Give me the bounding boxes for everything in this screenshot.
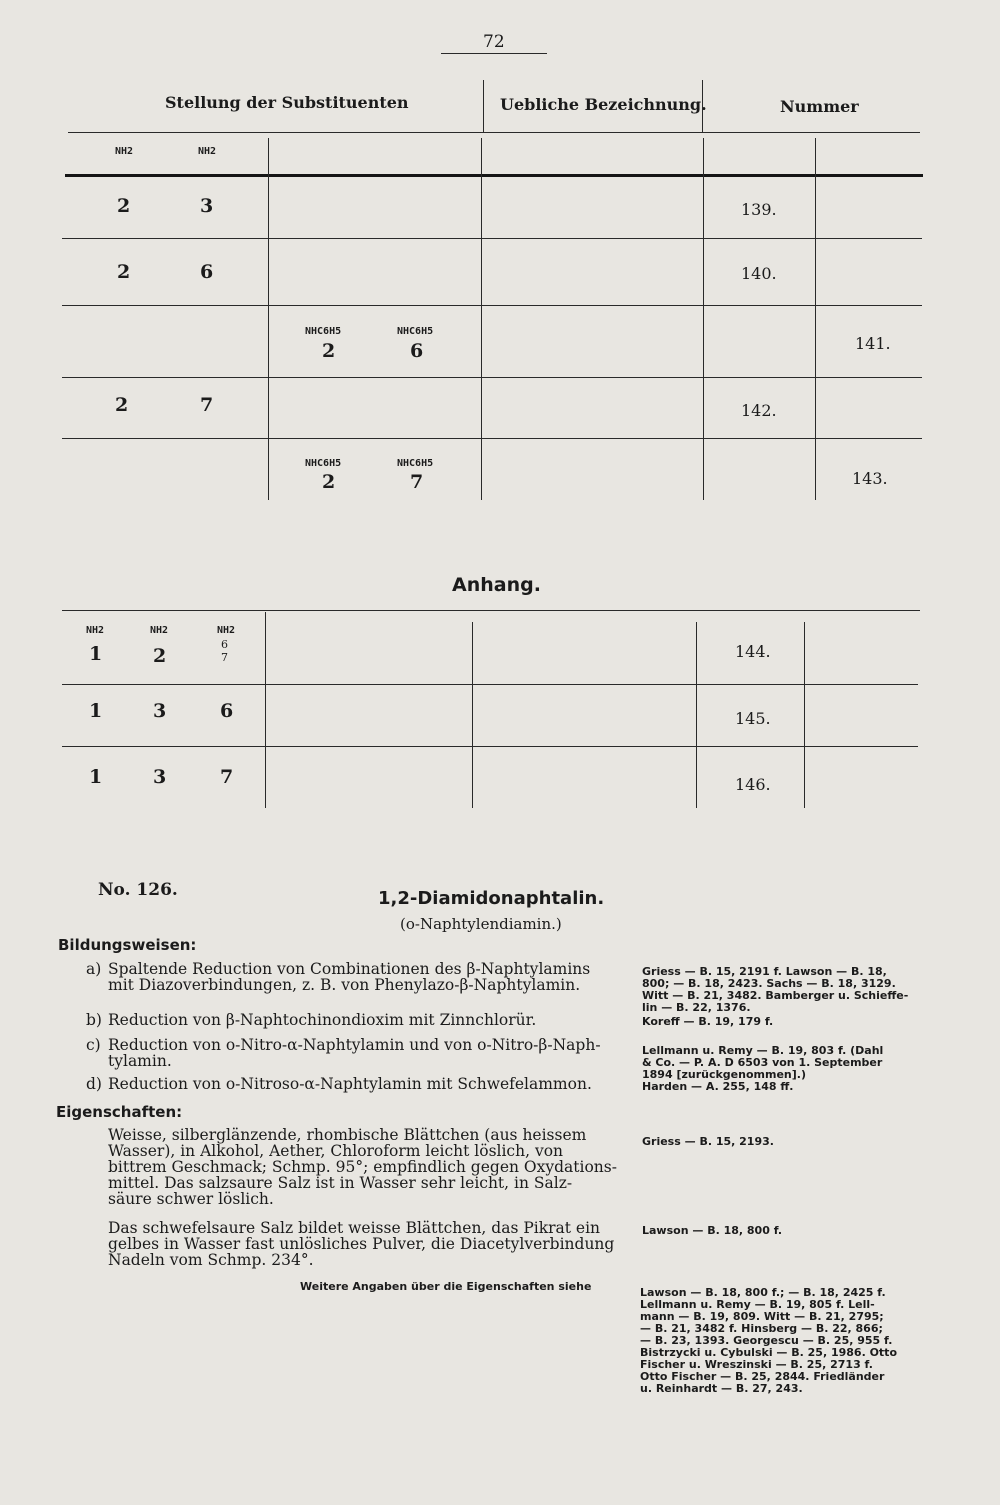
anhang-top-rule — [62, 610, 920, 611]
bildung-c-label: c) — [86, 1036, 101, 1054]
row-146-a: 1 — [89, 766, 103, 788]
row-141-sub2: NHC6H5 — [397, 326, 434, 337]
bildung-c-line2: tylamin. — [108, 1052, 172, 1070]
row-141-num: 141. — [855, 334, 891, 353]
row-140-num: 140. — [741, 264, 777, 283]
refs-a-2: 800; — B. 18, 2423. Sachs — B. 18, 3129. — [642, 977, 896, 990]
anhang-subheader-2: NH2 — [150, 625, 169, 636]
eigen-p1-line1: Weisse, silberglänzende, rhombische Blättchen (aus heissem — [108, 1126, 587, 1144]
bildung-d-line1: Reduction von o-Nitroso-α-Naphtylamin mit Schwefelammon. — [108, 1075, 592, 1093]
bildung-b-line1: Reduction von β-Naphtochinondioxim mit Zinnchlorür. — [108, 1011, 537, 1029]
row-144-a: 1 — [89, 643, 103, 665]
refs-g-2: Lellmann u. Remy — B. 19, 805 f. Lell- — [640, 1298, 875, 1311]
entry-number: No. 126. — [98, 880, 178, 900]
eigen-p1-line4: mittel. Das salzsaure Salz ist in Wasser sehr leicht, in Salz- — [108, 1174, 573, 1192]
refs-e-1: Griess — B. 15, 2193. — [642, 1135, 774, 1148]
row-144-c1: 6 — [221, 638, 228, 651]
row-144-b: 2 — [153, 645, 167, 667]
bildung-b-label: b) — [86, 1011, 102, 1029]
row-142-a: 2 — [115, 394, 129, 416]
row-139-b: 3 — [200, 195, 214, 217]
refs-c-2: & Co. — P. A. D 6503 von 1. September — [642, 1056, 883, 1069]
anhang-subheader-3: NH2 — [217, 625, 236, 636]
row-139-num: 139. — [741, 200, 777, 219]
anhang-divider-3 — [696, 622, 697, 808]
row-143-b: 7 — [410, 471, 424, 493]
row-145-b: 3 — [153, 700, 167, 722]
entry-subtitle: (o-Naphtylendiamin.) — [400, 915, 562, 933]
eigen-p2-line3: Nadeln vom Schmp. 234°. — [108, 1251, 314, 1269]
row-143-sub2: NHC6H5 — [397, 458, 434, 469]
header-bezeichnung: Uebliche Bezeichnung. — [500, 95, 707, 114]
eigen-p1-line3: bittrem Geschmack; Schmp. 95°; empfindlich gegen Oxydations- — [108, 1158, 617, 1176]
refs-g-7: Fischer u. Wreszinski — B. 25, 2713 f. — [640, 1358, 873, 1371]
page-number: 72 — [483, 32, 505, 52]
bildung-a-label: a) — [86, 960, 102, 978]
weitere-angaben: Weitere Angaben über die Eigenschaften siehe — [300, 1280, 592, 1293]
row-139-rule — [62, 238, 922, 239]
row-143-num: 143. — [852, 469, 888, 488]
subheader-nh2-2: NH2 — [198, 146, 217, 157]
refs-b-1: Koreff — B. 19, 179 f. — [642, 1015, 774, 1028]
header-divider-2 — [702, 80, 703, 132]
row-146-b: 3 — [153, 766, 167, 788]
refs-c-3: 1894 [zurückgenommen].) — [642, 1068, 806, 1081]
bildung-heading: Bildungsweisen: — [58, 936, 197, 954]
row-142-rule — [62, 438, 922, 439]
header-rule — [68, 132, 920, 133]
refs-d-1: Harden — A. 255, 148 ff. — [642, 1080, 794, 1093]
row-141-b: 6 — [410, 340, 424, 362]
row-144-c2: 7 — [221, 651, 228, 664]
row-140-rule — [62, 305, 922, 306]
row-146-num: 146. — [735, 775, 771, 794]
row-144-num: 144. — [735, 642, 771, 661]
eigen-heading: Eigenschaften: — [56, 1103, 183, 1121]
table1-divider-1 — [268, 138, 269, 500]
refs-g-3: mann — B. 19, 809. Witt — B. 21, 2795; — [640, 1310, 884, 1323]
refs-g-4: — B. 21, 3482 f. Hinsberg — B. 22, 866; — [640, 1322, 883, 1335]
row-140-b: 6 — [200, 261, 214, 283]
subheader-rule — [65, 174, 923, 177]
anhang-divider-2 — [472, 622, 473, 808]
anhang-subheader-1: NH2 — [86, 625, 105, 636]
header-divider-1 — [483, 80, 484, 132]
refs-c-1: Lellmann u. Remy — B. 19, 803 f. (Dahl — [642, 1044, 884, 1057]
refs-g-6: Bistrzycki u. Cybulski — B. 25, 1986. Otto — [640, 1346, 898, 1359]
row-145-num: 145. — [735, 709, 771, 728]
row-145-a: 1 — [89, 700, 103, 722]
table1-divider-3 — [703, 138, 704, 500]
row-142-b: 7 — [200, 394, 214, 416]
eigen-p2-line1: Das schwefelsaure Salz bildet weisse Blättchen, das Pikrat ein — [108, 1219, 601, 1237]
row-144-rule — [62, 684, 918, 685]
row-142-num: 142. — [741, 401, 777, 420]
row-140-a: 2 — [117, 261, 131, 283]
refs-a-1: Griess — B. 15, 2191 f. Lawson — B. 18, — [642, 965, 887, 978]
row-141-sub1: NHC6H5 — [305, 326, 342, 337]
eigen-p1-line5: säure schwer löslich. — [108, 1190, 274, 1208]
header-nummer: Nummer — [780, 97, 859, 116]
row-141-rule — [62, 377, 922, 378]
eigen-p2-line2: gelbes in Wasser fast unlösliches Pulver, die Diacetylverbindung — [108, 1235, 615, 1253]
anhang-divider-1 — [265, 612, 266, 808]
bildung-a-line1: Spaltende Reduction von Combinationen des β-Naphtylamins — [108, 960, 591, 978]
refs-g-8: Otto Fischer — B. 25, 2844. Friedländer — [640, 1370, 885, 1383]
row-143-sub1: NHC6H5 — [305, 458, 342, 469]
page-number-rule — [441, 53, 547, 54]
row-145-c: 6 — [220, 700, 234, 722]
row-141-a: 2 — [322, 340, 336, 362]
refs-f-1: Lawson — B. 18, 800 f. — [642, 1224, 783, 1237]
refs-a-3: Witt — B. 21, 3482. Bamberger u. Schieffe- — [642, 989, 909, 1002]
anhang-divider-4 — [804, 622, 805, 808]
refs-g-5: — B. 23, 1393. Georgescu — B. 25, 955 f. — [640, 1334, 893, 1347]
refs-g-1: Lawson — B. 18, 800 f.; — B. 18, 2425 f. — [640, 1286, 886, 1299]
table1-divider-4 — [815, 138, 816, 500]
eigen-p1-line2: Wasser), in Alkohol, Aether, Chloroform leicht löslich, von — [108, 1142, 564, 1160]
row-143-a: 2 — [322, 471, 336, 493]
subheader-nh2-1: NH2 — [115, 146, 134, 157]
entry-title: 1,2-Diamidonaphtalin. — [378, 888, 605, 909]
bildung-d-label: d) — [86, 1075, 102, 1093]
bildung-c-line1: Reduction von o-Nitro-α-Naphtylamin und von o-Nitro-β-Naph- — [108, 1036, 601, 1054]
table1-divider-2 — [481, 138, 482, 500]
bildung-a-line2: mit Diazoverbindungen, z. B. von Phenylazo-β-Naphtylamin. — [108, 976, 581, 994]
refs-g-9: u. Reinhardt — B. 27, 243. — [640, 1382, 803, 1395]
refs-a-4: lin — B. 22, 1376. — [642, 1001, 751, 1014]
row-139-a: 2 — [117, 195, 131, 217]
anhang-title: Anhang. — [452, 574, 541, 596]
row-146-c: 7 — [220, 766, 234, 788]
header-stellung: Stellung der Substituenten — [165, 93, 409, 112]
row-145-rule — [62, 746, 918, 747]
